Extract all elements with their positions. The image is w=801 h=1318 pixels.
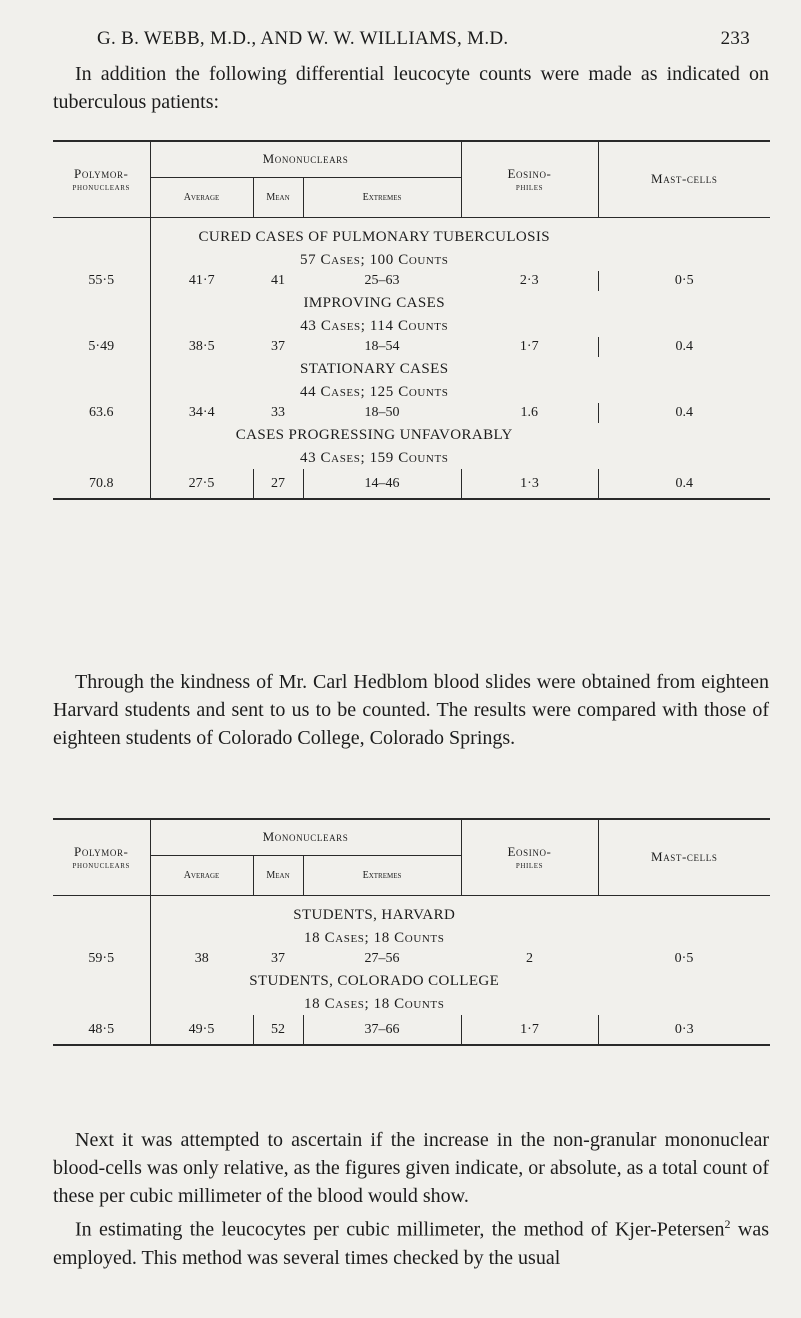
closing-paragraph-2 [53,1210,769,1272]
table-row [53,337,770,357]
closing-text-a: In estimating the leucocytes per cubic millimeter, the method of Kjer-Petersen [75,1218,725,1241]
cell-eosino: 2 [526,951,533,966]
col-header-polymorphonuclears [53,141,150,217]
cell-extremes: 37–66 [303,1015,461,1045]
closing-paragraph-1: Next it was attempted to ascertain if the increase in the non-granular mononuclear blood-cells was only relative, as the figures given indicate, or absolute, as a total count of these per cubic millimeter of the blood would show. [53,1129,769,1207]
header-eosino-line1: Eosino- [507,165,552,181]
header-eosino-line1: Eosino- [507,843,552,859]
section-title: IMPROVING CASES [303,294,445,311]
closing-text-b: was employed. This method was several times checked by the usual [53,1218,770,1269]
cell-extremes: 25–63 [364,273,400,288]
col-header-eosinophiles [461,819,598,895]
col-header-average: Average [150,855,253,895]
cell-mean: 33 [271,405,285,420]
section-subtitle: 44 Cases; 125 Counts [300,383,449,400]
cell-average: 34·4 [188,405,215,420]
cell-mean: 37 [271,339,285,354]
col-header-polymorphonuclears [53,819,150,895]
footnote-ref: 2 [724,1217,731,1231]
cell-mast: 0.4 [675,405,693,420]
section-title: CASES PROGRESSING UNFAVORABLY [235,426,513,443]
col-header-extremes: Extremes [303,177,461,217]
header-eosino-line2: philes [515,181,544,193]
cell-average: 27·5 [150,469,253,499]
section-title: STUDENTS, HARVARD [293,906,456,923]
cell-mast: 0·5 [674,273,694,288]
col-header-mast-cells: Mast-cells [651,171,718,187]
cell-mean: 37 [271,951,285,966]
col-header-eosinophiles [461,141,598,217]
header-polymor-line2: phonuclears [72,859,131,871]
cell-polymor: 63.6 [53,403,150,423]
section-title: STATIONARY CASES [300,360,449,377]
col-header-mean: Mean [253,177,303,217]
cell-average: 41·7 [188,273,215,288]
section-subtitle: 43 Cases; 159 Counts [300,449,449,466]
section-subtitle: 18 Cases; 18 Counts [304,929,445,946]
cell-mast: 0·5 [674,951,694,966]
col-header-average: Average [150,177,253,217]
cell-mast: 0.4 [675,475,693,491]
section-subtitle: 57 Cases; 100 Counts [300,251,449,268]
cell-polymor: 48·5 [53,1015,150,1045]
cell-eosino: 2·3 [461,271,598,291]
page-number: 233 [720,28,750,49]
cell-average: 38 [194,951,209,966]
cell-mean: 52 [253,1015,303,1045]
cell-eosino: 1·7 [461,1015,598,1045]
header-polymor-line1: Polymor- [74,165,129,181]
cell-eosino: 1·7 [461,337,598,357]
table-row [53,949,770,969]
middle-paragraph: Through the kindness of Mr. Carl Hedblom blood slides were obtained from eighteen Harvard students and sent to us to be counted. The results were compared with those of eighteen students of Colorado College, Colorado Springs. [53,671,769,749]
cell-polymor: 5·49 [53,337,150,357]
col-header-mast-cells: Mast-cells [651,849,718,865]
col-header-mononuclears: Mononuclears [150,141,461,177]
cell-mean: 27 [253,469,303,499]
header-polymor-line1: Polymor- [74,843,129,859]
cell-polymor: 55·5 [53,271,150,291]
header-authors: G. B. WEBB, M.D., AND W. W. WILLIAMS, M.D. [97,28,509,49]
cell-polymor: 70.8 [53,469,150,499]
table-row [53,403,770,423]
section-subtitle: 43 Cases; 114 Counts [300,317,449,334]
intro-paragraph: In addition the following differential leucocyte counts were made as indicated on tuberculous patients: [53,63,769,113]
cell-mast: 0.4 [675,339,693,354]
cell-average: 38·5 [188,339,215,354]
cell-eosino: 1.6 [461,403,598,423]
table-row [53,1015,770,1045]
table-row [53,469,770,499]
section-subtitle: 18 Cases; 18 Counts [304,995,445,1012]
cell-extremes: 14–46 [303,469,461,499]
header-polymor-line2: phonuclears [72,181,131,193]
cell-mean: 41 [271,273,285,288]
cell-extremes: 18–54 [364,339,400,354]
leucocyte-table-students [53,818,770,1046]
cell-eosino: 1·3 [461,469,598,499]
cell-average: 49·5 [150,1015,253,1045]
cell-mast: 0·3 [674,1021,694,1037]
col-header-extremes: Extremes [303,855,461,895]
col-header-mean: Mean [253,855,303,895]
cell-extremes: 18–50 [364,405,400,420]
leucocyte-table-tuberculous [53,140,770,500]
header-eosino-line2: philes [515,859,544,871]
col-header-mononuclears: Mononuclears [150,819,461,855]
cell-polymor: 59·5 [53,949,150,969]
table-row [53,271,770,291]
section-title: CURED CASES OF PULMONARY TUBERCULOSIS [198,228,551,245]
cell-extremes: 27–56 [364,951,400,966]
section-title: STUDENTS, COLORADO COLLEGE [249,972,500,989]
